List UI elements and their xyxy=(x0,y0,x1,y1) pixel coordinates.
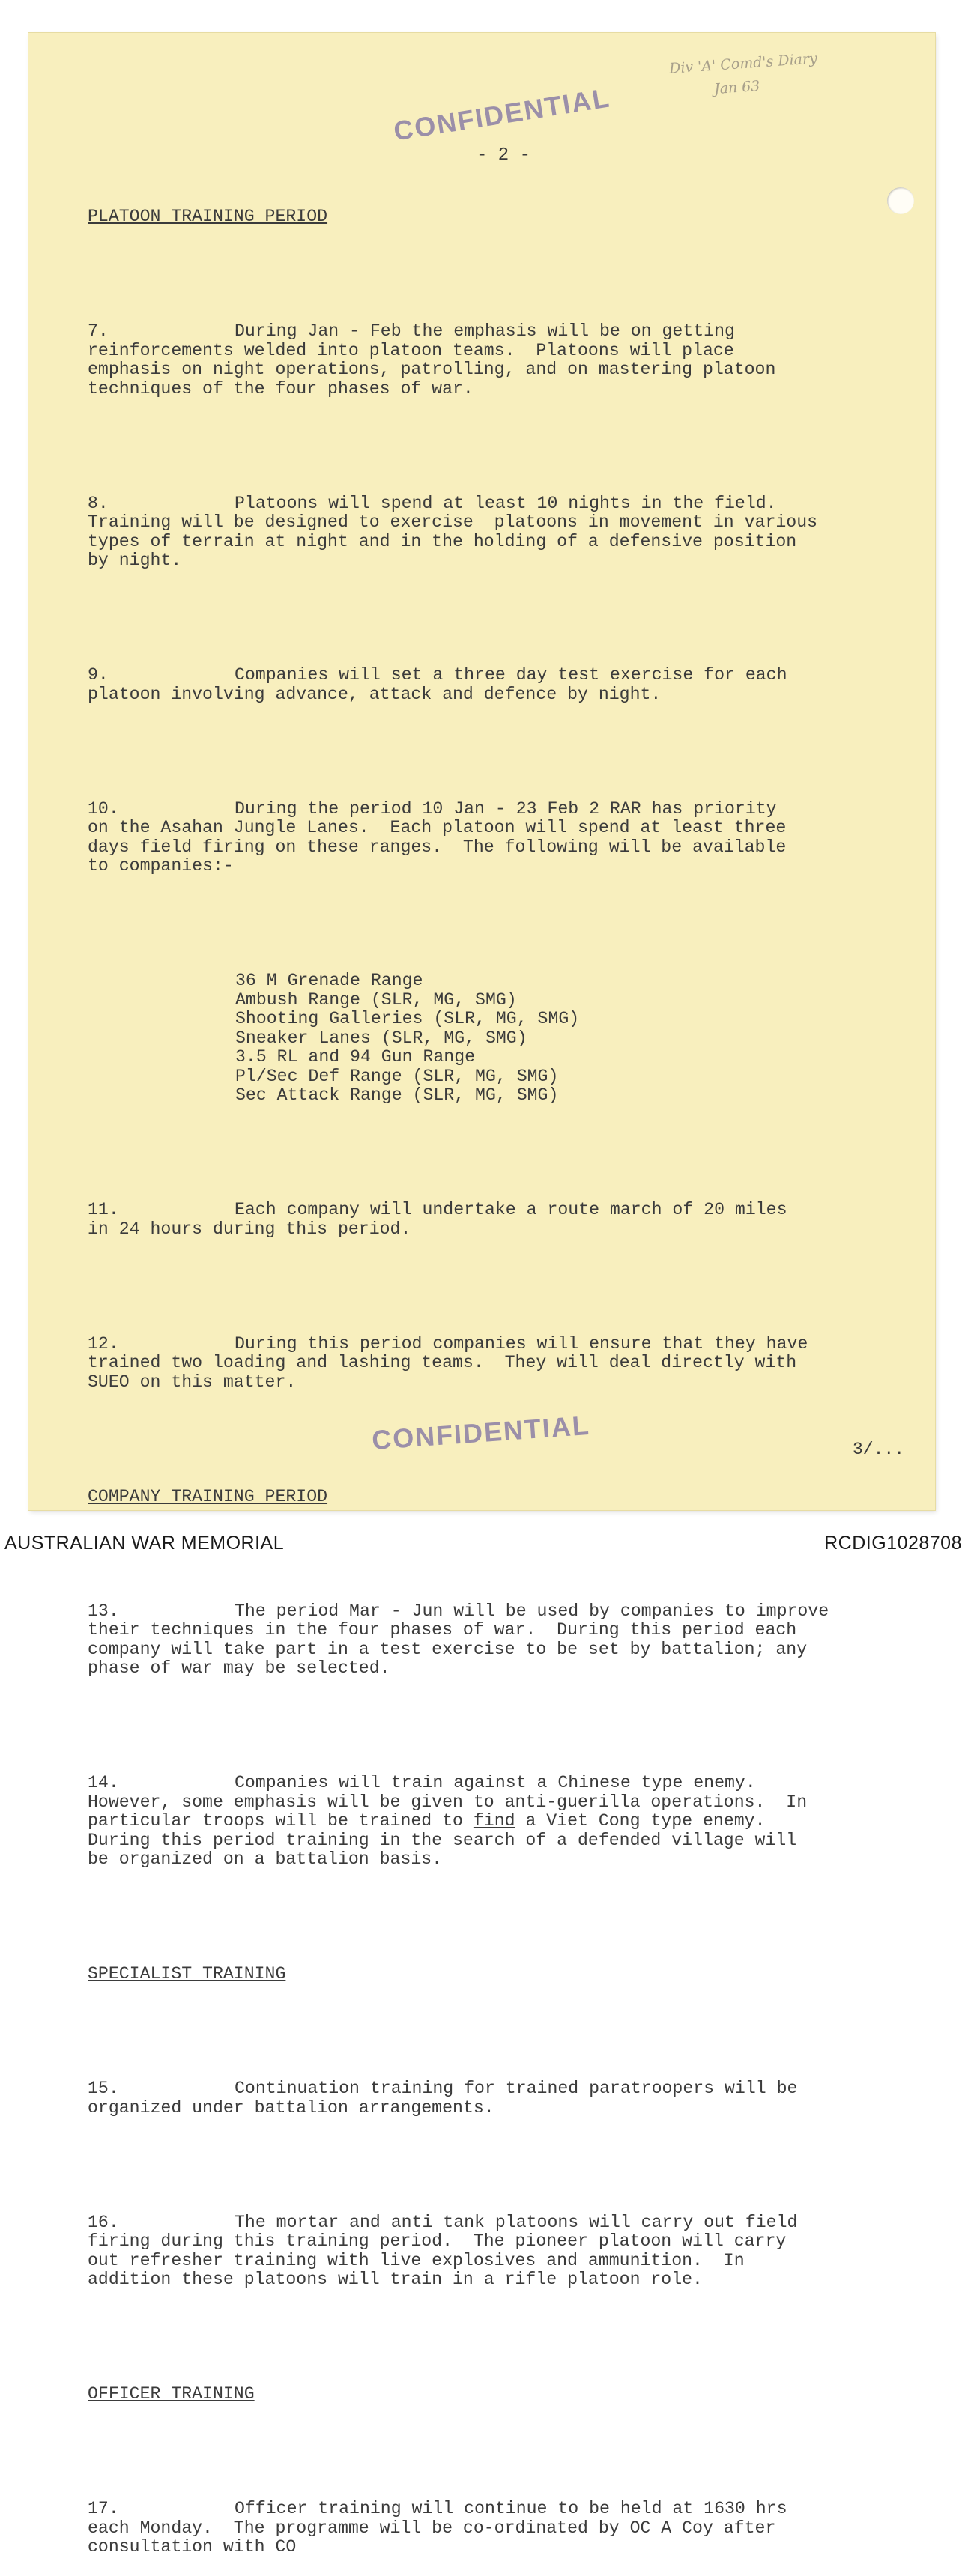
paragraph-number: 11. xyxy=(88,1200,119,1219)
paragraph-number: 17. xyxy=(88,2499,119,2518)
paragraph-number: 8. xyxy=(88,493,109,513)
archive-id: RCDIG1028708 xyxy=(824,1533,962,1554)
underlined-word: find xyxy=(473,1811,515,1831)
paragraph-number: 14. xyxy=(88,1773,119,1792)
range-item: 3.5 RL and 94 Gun Range xyxy=(235,1047,476,1067)
confidential-stamp-bottom: CONFIDENTIAL xyxy=(370,1409,592,1456)
paragraph-11: 11. Each company will undertake a route march of 20 miles in 24 hours during this period. xyxy=(88,1200,787,1239)
continued-marker: 3/... xyxy=(853,1440,905,1459)
section-heading: OFFICER TRAINING xyxy=(88,2384,255,2404)
paragraph-13: 13. The period Mar - Jun will be used by companies to improve their techniques in the four phases of war. During this period each company will take part in a test exercise to be set by battalion; any phase of war may be selected. xyxy=(88,1601,829,1678)
paragraph-number: 15. xyxy=(88,2079,119,2098)
paragraph-9: 9. Companies will set a three day test exercise for each platoon involving advance, attack and defence by night. xyxy=(88,665,787,704)
paragraph-number: 10. xyxy=(88,798,119,819)
section-heading: PLATOON TRAINING PERIOD xyxy=(88,207,328,226)
paragraph-number: 7. xyxy=(88,321,109,341)
range-item: Ambush Range (SLR, MG, SMG) xyxy=(235,990,517,1010)
archive-credit: AUSTRALIAN WAR MEMORIAL xyxy=(4,1533,285,1554)
range-item: Sneaker Lanes (SLR, MG, SMG) xyxy=(235,1028,527,1048)
paragraph-8: 8. Platoons will spend at least 10 nights in the field. Training will be designed to exercise platoons in movement in various types of terrain at night and in the holding of a defensive position by night. xyxy=(88,493,818,570)
paragraph-7: 7. During Jan - Feb the emphasis will be on getting reinforcements welded into platoon teams. Platoons will place emphasis on night operations, patrolling, and on mastering platoon techniques of the four phases of war. xyxy=(88,321,776,398)
range-item: Sec Attack Range (SLR, MG, SMG) xyxy=(235,1085,559,1105)
page-number: - 2 - xyxy=(477,145,531,166)
pencil-note: Div 'A' Comd's Diary xyxy=(668,50,818,77)
paragraph-number: 12. xyxy=(88,1333,119,1354)
paragraph-16: 16. The mortar and anti tank platoons will carry out field firing during this training period. The pioneer platoon will carry out refresher training with live explosives and ammunition. In addition these platoons will train in a rifle platoon role. xyxy=(88,2212,798,2289)
paragraph-number: 16. xyxy=(88,2212,119,2232)
section-heading: SPECIALIST TRAINING xyxy=(88,1964,286,1983)
document-body xyxy=(88,169,897,2576)
paragraph-15: 15. Continuation training for trained paratroopers will be organized under battalion arrangements. xyxy=(88,2079,798,2118)
paragraph-number: 9. xyxy=(88,665,109,685)
paragraph-number: 13. xyxy=(88,1601,119,1621)
range-item: Shooting Galleries (SLR, MG, SMG) xyxy=(235,1009,580,1028)
paragraph-12: 12. During this period companies will ensure that they have trained two loading and lashing teams. They will deal directly with SUEO on this matter. xyxy=(88,1333,808,1392)
confidential-stamp-top: CONFIDENTIAL xyxy=(391,82,613,147)
paragraph-17: 17. Officer training will continue to be held at 1630 hrs each Monday. The programme will be co-ordinated by OC A Coy after consultation with CO xyxy=(88,2499,787,2557)
range-item: Pl/Sec Def Range (SLR, MG, SMG) xyxy=(235,1066,559,1086)
ranges-list xyxy=(88,972,897,1106)
paragraph-14: 14. Companies will train against a Chinese type enemy. However, some emphasis will be given to anti-guerilla operations. In particular troops will be trained to find a Viet Cong type enemy. During this period training in the search of a defended village will be organized on a battalion basis. xyxy=(88,1773,808,1869)
pencil-note-date: Jan 63 xyxy=(713,77,761,98)
paragraph-10: 10. During the period 10 Jan - 23 Feb 2 RAR has priority on the Asahan Jungle Lanes. Each platoon will spend at least three days field firing on these ranges. The following will be available to companies:- xyxy=(88,798,787,876)
section-heading: COMPANY TRAINING PERIOD xyxy=(88,1486,328,1506)
range-item: 36 M Grenade Range xyxy=(235,971,423,990)
